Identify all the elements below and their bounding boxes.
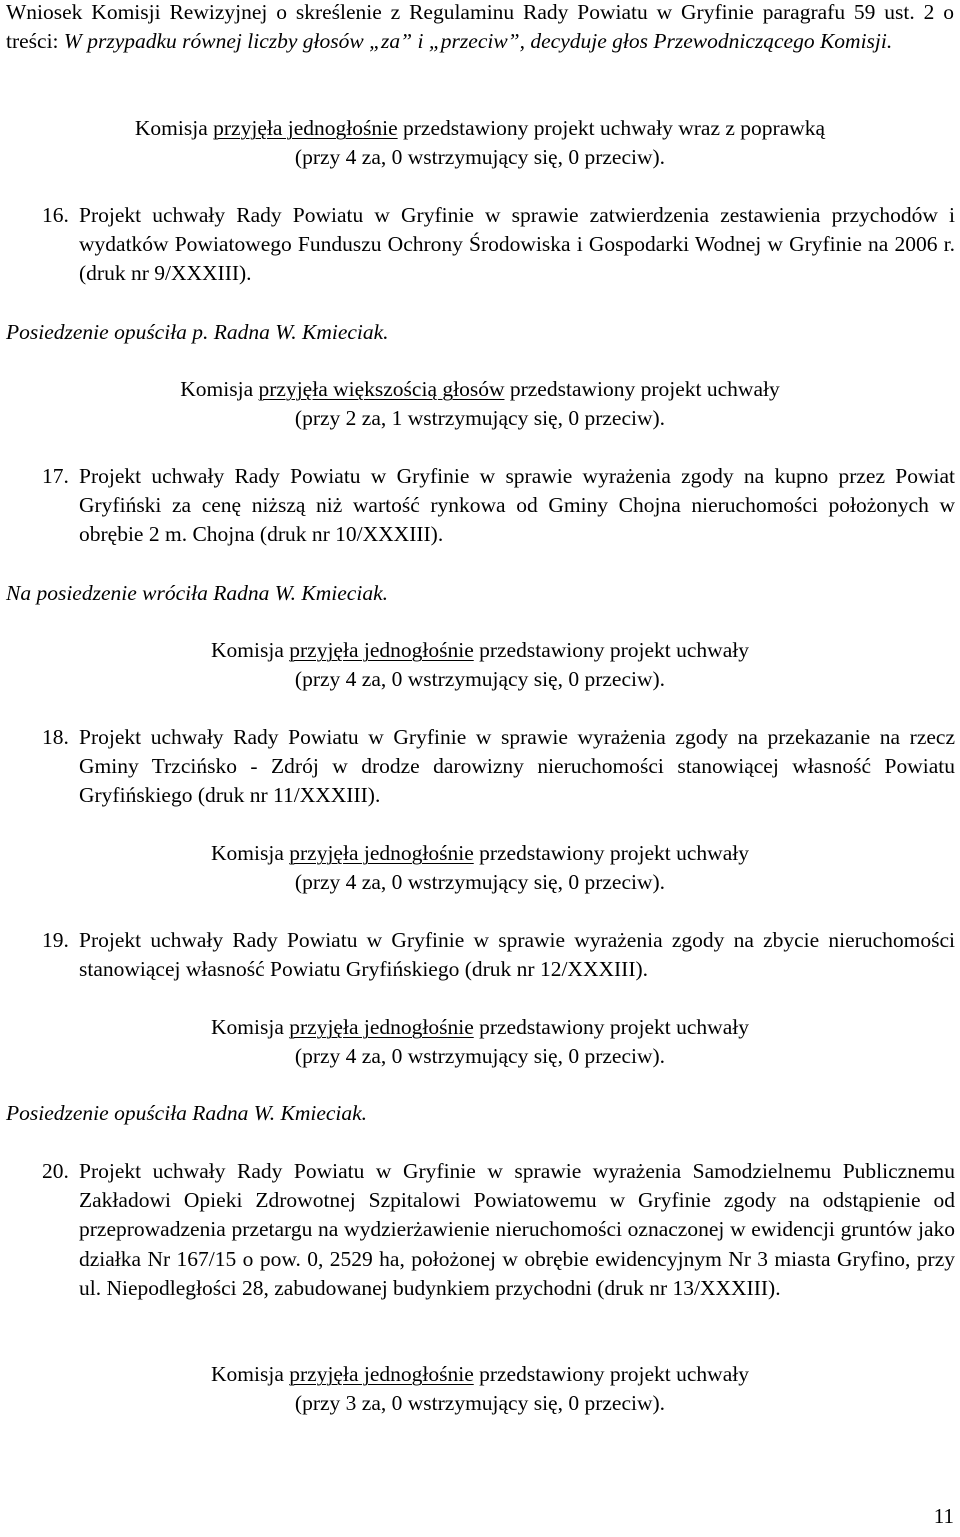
decision-underlined: przyjęła jednogłośnie — [289, 1015, 474, 1039]
item-number: 20. — [42, 1159, 69, 1183]
decision-underlined: przyjęła jednogłośnie — [289, 1362, 474, 1386]
item-16-text: Projekt uchwały Rady Powiatu w Gryfinie w sprawie zatwierdzenia zestawienia przychodów i wydatków Powiatowego Funduszu Ochrony Środowiska i Gospodarki Wodnej w Gryfinie na 2006 r. (druk nr 9/XXXIII). — [79, 203, 955, 286]
vote-count: (przy 2 za, 1 wstrzymujący się, 0 przeciw). — [294, 406, 666, 431]
vote-count: (przy 4 za, 0 wstrzymujący się, 0 przeciw). — [294, 667, 666, 692]
item-number: 19. — [42, 928, 69, 952]
intro-quote: W przypadku równej liczby głosów „za” i „przeciw”, decyduje głos Przewodniczącego Komisji. — [63, 29, 893, 54]
vote-count: (przy 4 za, 0 wstrzymujący się, 0 przeciw). — [294, 145, 666, 170]
item-17-text: Projekt uchwały Rady Powiatu w Gryfinie w sprawie wyrażenia zgody na kupno przez Powiat Gryfiński za cenę niższą niż wartość rynkowa od Gminy Chojna nieruchomości położonych w obrębie 2 m. Chojna (druk nr 10/XXXIII). — [79, 464, 955, 547]
item-20-text: Projekt uchwały Rady Powiatu w Gryfinie w sprawie wyrażenia Samodzielnemu Publicznemu Zakładowi Opieki Zdrowotnej Szpitalowi Powiatowemu w Gryfinie zgody na odstąpienie od przeprowadzenia przetargu na wydzierżawienie nieruchomości oznaczonej w ewidencji gruntów jako działka Nr 167/15 o pow. 0, 2529 ha, położonej w obrębie ewidencyjnym Nr 3 miasta Gryfino, przy ul. Niepodległości 28, zabudowanej budynkiem przychodni (druk nr 13/XXXIII). — [79, 1159, 955, 1300]
item-19-text: Projekt uchwały Rady Powiatu w Gryfinie w sprawie wyrażenia zgody na zbycie nieruchomości stanowiącej własność Powiatu Gryfińskiego (druk nr 12/XXXIII). — [79, 928, 955, 982]
intro-paragraph — [6, 0, 954, 56]
vote-count: (przy 4 za, 0 wstrzymujący się, 0 przeciw). — [294, 1044, 666, 1069]
intro-text: Wniosek Komisji Rewizyjnej o skreślenie z Regulaminu Rady Powiatu w Gryfinie paragrafu 59 ust. 2 o treści: — [6, 0, 954, 54]
item-number: 16. — [42, 203, 69, 227]
item-number: 17. — [42, 464, 69, 488]
decision-underlined: przyjęła jednogłośnie — [289, 841, 474, 865]
vote-count: (przy 4 za, 0 wstrzymujący się, 0 przeciw). — [294, 870, 666, 895]
resolution-17: Komisja przyjęła jednogłośnie przedstawiony projekt uchwały (przy 4 za, 0 wstrzymujący się, 0 przeciw). — [211, 638, 749, 692]
resolution-20: Komisja przyjęła jednogłośnie przedstawiony projekt uchwały (przy 3 za, 0 wstrzymujący się, 0 przeciw). — [211, 1362, 749, 1416]
resolution-16: Komisja przyjęła większością głosów przedstawiony projekt uchwały (przy 2 za, 1 wstrzymujący się, 0 przeciw). — [180, 377, 780, 431]
decision-underlined: przyjęła jednogłośnie — [289, 638, 474, 662]
attendance-note: Na posiedzenie wróciła Radna W. Kmieciak. — [6, 581, 388, 605]
decision-underlined: przyjęła większością głosów — [258, 377, 505, 401]
attendance-note: Posiedzenie opuściła Radna W. Kmieciak. — [6, 1101, 368, 1125]
item-18-text: Projekt uchwały Rady Powiatu w Gryfinie w sprawie wyrażenia zgody na przekazanie na rzecz Gminy Trzcińsko - Zdrój w drodze darowizny nieruchomości stanowiącej własność Powiatu Gryfińskiego (druk nr 11/XXXIII). — [79, 725, 955, 808]
resolution-15: Komisja przyjęła jednogłośnie przedstawiony projekt uchwały wraz z poprawką (przy 4 za, 0 wstrzymujący się, 0 przeciw). — [134, 116, 826, 170]
decision-underlined: przyjęła jednogłośnie — [213, 116, 398, 140]
resolution-19: Komisja przyjęła jednogłośnie przedstawiony projekt uchwały (przy 4 za, 0 wstrzymujący się, 0 przeciw). — [211, 1015, 749, 1069]
resolution-18: Komisja przyjęła jednogłośnie przedstawiony projekt uchwały (przy 4 za, 0 wstrzymujący się, 0 przeciw). — [211, 841, 749, 895]
attendance-note: Posiedzenie opuściła p. Radna W. Kmieciak. — [6, 320, 389, 344]
item-number: 18. — [42, 725, 69, 749]
page-number: 11 — [933, 1504, 954, 1528]
vote-count: (przy 3 za, 0 wstrzymujący się, 0 przeciw). — [294, 1391, 666, 1416]
